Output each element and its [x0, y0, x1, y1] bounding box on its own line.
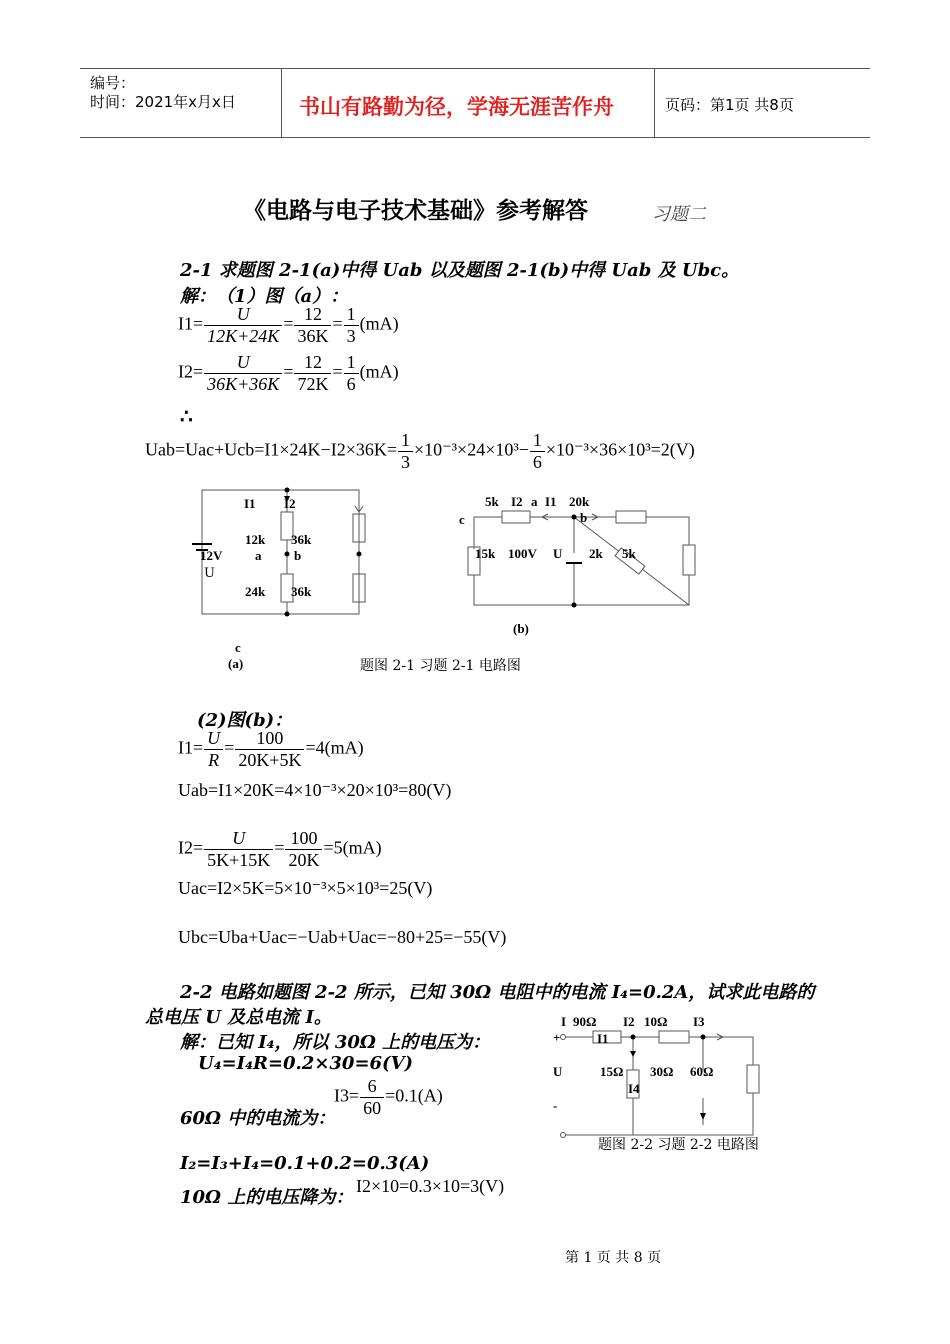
page-subtitle: 习题二	[652, 204, 706, 225]
fig-a-label-a: a	[255, 548, 262, 563]
part-b-label: (2)图(b)：	[197, 710, 293, 731]
fig22-label-i3: I3	[693, 1014, 705, 1029]
header-left-cell	[80, 69, 282, 137]
therefore-symbol: ∴	[180, 404, 193, 428]
doc-time-label: 时间：2021年x月x日	[90, 93, 236, 111]
fig22-label-u: U	[553, 1064, 563, 1079]
fig-a-label-36k-lower: 36k	[291, 584, 312, 599]
figure-2-1-caption: 题图 2-1 习题 2-1 电路图	[360, 658, 521, 674]
page-title: 《电路与电子技术基础》参考解答	[243, 197, 588, 224]
header-motto: 书山有路勤为径，学海无涯苦作舟	[299, 94, 614, 119]
equation-uac-b: Uac=I2×5K=5×10⁻³×5×10³=25(V)	[178, 878, 433, 898]
fig22-label-i1: I1	[597, 1031, 609, 1046]
page-info: 页码：第1页 共8页	[665, 96, 794, 114]
problem-2-2-question-line1: 2-2 电路如题图 2-2 所示，已知 30Ω 电阻中的电流 I₄=0.2A，试求此电路的	[180, 982, 815, 1003]
fig22-label-60ohm: 60Ω	[690, 1064, 714, 1079]
fig-a-label-36k: 36k	[291, 532, 312, 547]
problem-2-2-i2: I₂=I₃+I₄=0.1+0.2=0.3(A)	[180, 1153, 430, 1174]
problem-2-1-solution-intro: 解：（1）图（a）：	[180, 286, 349, 307]
fig-b-label-15k: 15k	[475, 546, 496, 561]
fig-a-label-i2: I2	[284, 496, 296, 511]
fig22-label-plus: +	[553, 1030, 561, 1045]
equation-i1-a: I1= $\frac{U}{12K+24K}$ = $\frac{12}{36K}$ = $\frac{1}{3}$ (mA)	[178, 304, 399, 346]
fig-b-label-5k-diag: 5k	[622, 546, 636, 561]
fig-b-label-i2: I2	[511, 494, 523, 509]
header-right-cell	[655, 69, 870, 137]
problem-2-1-question: 2-1 求题图 2-1(a)中得 Uab 以及题图 2-1(b)中得 Uab 及 Ubc。	[180, 260, 740, 281]
fig-a-label-24k: 24k	[245, 584, 266, 599]
fig-a-label-12v: 12V	[200, 548, 223, 563]
fig22-label-15ohm: 15Ω	[600, 1064, 624, 1079]
fig22-label-i2: I2	[623, 1014, 635, 1029]
header-motto-cell	[281, 69, 655, 137]
circuit-figure-2-2	[555, 1025, 770, 1140]
fig-b-label-a: a	[531, 494, 538, 509]
fig-b-label-2k: 2k	[589, 546, 603, 561]
doc-number-label: 编号：	[90, 74, 136, 92]
problem-2-2-v10-label: 10Ω 上的电压降为：	[180, 1187, 354, 1208]
fig-a-tag: (a)	[228, 656, 244, 671]
fig22-label-10ohm: 10Ω	[644, 1014, 668, 1029]
problem-2-2-u4: U₄=I₄R=0.2×30=6(V)	[198, 1053, 414, 1074]
fig-b-label-b: b	[580, 510, 588, 525]
equation-i2-b: I2= $\frac{U}{5K+15K}$ = $\frac{100}{20K}$ =5(mA)	[178, 828, 382, 870]
fig-b-label-c: c	[459, 512, 465, 527]
fig-a-label-b: b	[294, 548, 302, 563]
fig-a-label-c: c	[235, 640, 241, 655]
fig22-label-90ohm: 90Ω	[573, 1014, 597, 1029]
equation-v10: I2×10=0.3×10=3(V)	[356, 1176, 505, 1196]
fig-b-label-5k: 5k	[485, 494, 499, 509]
equation-i2-a: I2= $\frac{U}{36K+36K}$ = $\frac{12}{72K}$ = $\frac{1}{6}$ (mA)	[178, 352, 399, 394]
fig-b-label-u: U	[553, 546, 563, 561]
fig-b-tag: (b)	[513, 621, 529, 636]
problem-2-2-question-line2: 总电压 U 及总电流 I。	[145, 1007, 332, 1028]
fig22-label-i4: I4	[628, 1081, 640, 1096]
fig22-label-i: I	[561, 1014, 567, 1029]
fig-a-label-u: U	[204, 566, 215, 581]
fig22-label-30ohm: 30Ω	[650, 1064, 674, 1079]
page-footer: 第 1 页 共 8 页	[565, 1250, 662, 1266]
problem-2-2-known: 解：已知 I₄，所以 30Ω 上的电压为：	[180, 1032, 491, 1053]
fig-b-label-i1: I1	[545, 494, 557, 509]
equation-ubc-b: Ubc=Uba+Uac=−Uab+Uac=−80+25=−55(V)	[178, 927, 507, 947]
fig-a-label-i1: I1	[244, 496, 256, 511]
fig-b-label-20k: 20k	[569, 494, 590, 509]
header-table	[80, 68, 870, 138]
equation-uab-a: Uab=Uac+Ucb=I1×24K−I2×36K= $\frac{1}{3}$ ×10⁻³×24×10³− $\frac{1}{6}$ ×10⁻³×36×10³=2(V)	[145, 430, 695, 472]
fig-a-label-12k: 12k	[245, 532, 266, 547]
fig-b-label-100v: 100V	[508, 546, 537, 561]
figure-2-2-caption: 题图 2-2 习题 2-2 电路图	[598, 1137, 759, 1153]
equation-i3: I3= $\frac{6}{60}$ =0.1(A)	[334, 1076, 443, 1118]
fig22-label-minus: -	[553, 1098, 558, 1113]
equation-i1-b: I1= $\frac{U}{R}$ = $\frac{100}{20K+5K}$ =4(mA)	[178, 728, 364, 770]
problem-2-2-i3-label: 60Ω 中的电流为：	[180, 1108, 336, 1129]
equation-uab-b: Uab=I1×20K=4×10⁻³×20×10³=80(V)	[178, 780, 452, 800]
